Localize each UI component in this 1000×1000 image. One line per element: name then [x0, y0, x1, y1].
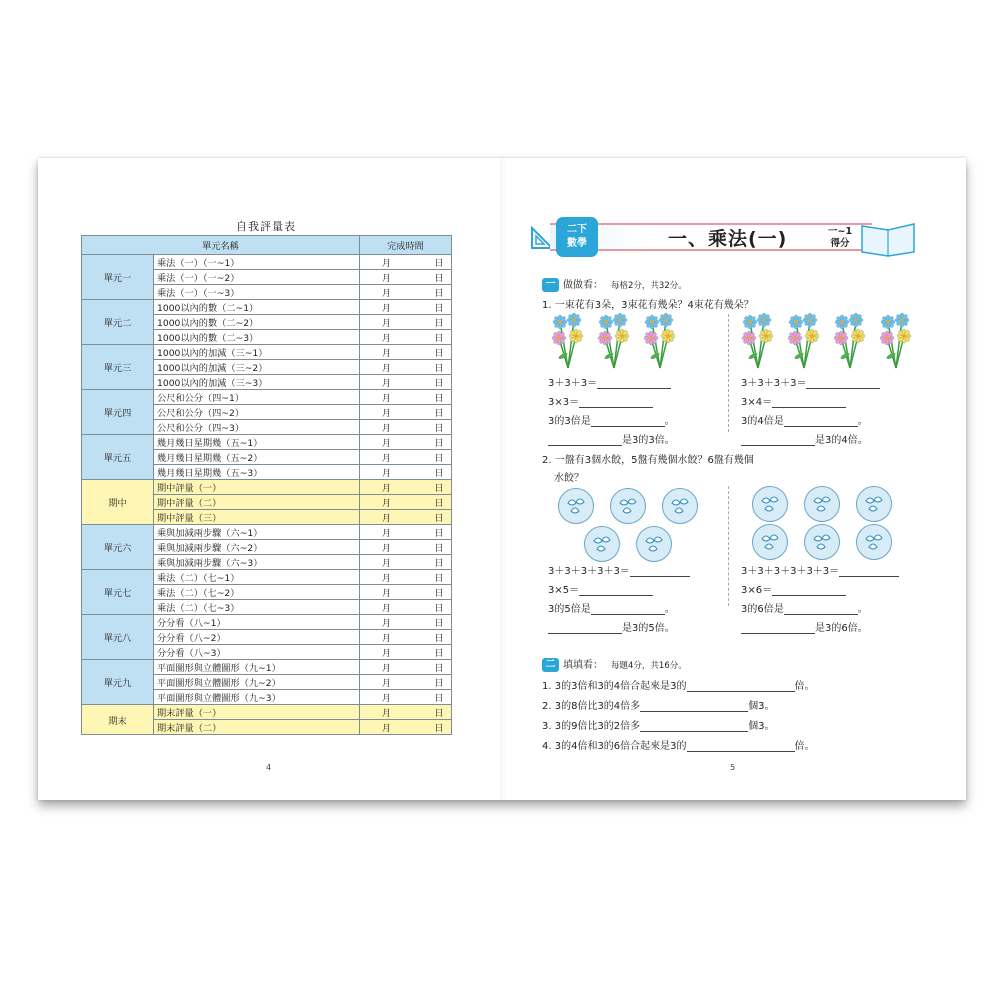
dumpling-plate-icon: [752, 524, 788, 560]
unit-cell: 單元八: [82, 615, 154, 660]
q2-right-eq1: [741, 562, 899, 577]
q2-left-eq3-text: 3的5倍是: [548, 604, 591, 615]
question-2-line1: 2. 一盤有3個水餃，5盤有幾個水餃？6盤有幾個: [542, 455, 754, 466]
section-2-header: [542, 656, 687, 672]
q2-left-eq1-text: 3＋3＋3＋3＋3＝: [548, 566, 630, 577]
q1-right-eq4-text: 是3的4倍。: [815, 435, 868, 446]
day-label: 日: [434, 288, 444, 299]
self-assessment-table: [81, 235, 452, 735]
lesson-cell: 平面圖形與立體圖形（九~3）: [154, 690, 360, 705]
month-label: 月: [381, 258, 392, 269]
unit-cell: 單元六: [82, 525, 154, 570]
lesson-cell: 分分看（八~3）: [154, 645, 360, 660]
completion-time-cell[interactable]: [360, 660, 452, 675]
dumpling-plate-icon: [752, 486, 788, 522]
grade-label: 二下: [567, 224, 587, 235]
table-row: [82, 390, 452, 405]
lesson-cell: 1000以內的加減（三~1）: [154, 345, 360, 360]
month-label: 月: [381, 723, 392, 734]
unit-cell: 單元一: [82, 255, 154, 300]
book-spread: [38, 158, 966, 800]
q1-left-eq1: [548, 374, 671, 389]
lesson-cell: 平面圖形與立體圖形（九~2）: [154, 675, 360, 690]
table-row: [82, 660, 452, 675]
completion-time-cell[interactable]: [360, 300, 452, 315]
day-label: 日: [434, 363, 444, 374]
dumpling-plate-icon: [662, 488, 698, 524]
fill-1-text: 1. 3的3倍和3的4倍合起來是3的: [542, 681, 687, 692]
answer-blank[interactable]: [687, 742, 795, 752]
section-2-note: 每題4分，共16分。: [611, 661, 687, 671]
month-label: 月: [381, 708, 392, 719]
day-label: 日: [434, 393, 444, 404]
q2-right-eq3-end: 。: [857, 604, 868, 615]
table-row: [82, 345, 452, 360]
lesson-cell: 期末評量（一）: [154, 705, 360, 720]
q1-left-eq2: [548, 393, 653, 408]
month-label: 月: [381, 423, 392, 434]
lesson-cell: 分分看（八~1）: [154, 615, 360, 630]
fill-2-end: 個3。: [748, 701, 775, 712]
unit-cell: 單元七: [82, 570, 154, 615]
month-label: 月: [381, 408, 392, 419]
fill-3-text: 3. 3的9倍比3的2倍多: [542, 721, 641, 732]
month-label: 月: [381, 273, 392, 284]
table-row: [82, 705, 452, 720]
lesson-cell: 期末評量（二）: [154, 720, 360, 735]
day-label: 日: [434, 318, 444, 329]
flower-bunch: [644, 313, 675, 368]
month-label: 月: [381, 303, 392, 314]
question-1: 1. 一束花有3朵，3束花有幾朵？4束花有幾朵？: [542, 300, 754, 311]
day-label: 日: [434, 258, 444, 269]
dumpling-plate-icon: [610, 488, 646, 524]
day-label: 日: [434, 558, 444, 569]
day-label: 日: [434, 603, 444, 614]
fill-4-text: 4. 3的4倍和3的6倍合起來是3的: [542, 741, 687, 752]
section-2-title: 填填看：: [563, 660, 603, 671]
score-box: [828, 226, 852, 250]
day-label: 日: [434, 378, 444, 389]
completion-time-cell[interactable]: [360, 555, 452, 570]
day-label: 日: [434, 708, 444, 719]
lesson-cell: 乘法（二）（七~3）: [154, 600, 360, 615]
month-label: 月: [381, 678, 392, 689]
q2-right-eq2: [741, 581, 846, 596]
day-label: 日: [434, 273, 444, 284]
q1-left-eq4-text: 是3的3倍。: [622, 435, 675, 446]
day-label: 日: [434, 513, 444, 524]
q1-right-eq4: [741, 431, 868, 446]
q2-right-eq3: [741, 600, 868, 615]
day-label: 日: [434, 723, 444, 734]
completion-time-cell[interactable]: [360, 705, 452, 720]
lesson-cell: 1000以內的加減（三~3）: [154, 375, 360, 390]
answer-blank[interactable]: [630, 567, 690, 577]
dumpling-plate-icon: [856, 524, 892, 560]
month-label: 月: [381, 558, 392, 569]
lesson-cell: 1000以內的加減（三~2）: [154, 360, 360, 375]
month-label: 月: [381, 363, 392, 374]
fill-3-end: 個3。: [748, 721, 775, 732]
score-code: 一~1: [828, 226, 853, 237]
month-label: 月: [381, 498, 392, 509]
month-label: 月: [381, 588, 392, 599]
completion-time-cell[interactable]: [360, 525, 452, 540]
worksheet-page: [528, 210, 938, 770]
column-divider-1: [728, 314, 729, 432]
month-label: 月: [381, 393, 392, 404]
subject-label: 數學: [567, 238, 587, 249]
month-label: 月: [381, 453, 392, 464]
lesson-cell: 乘與加減兩步驟（六~2）: [154, 540, 360, 555]
lesson-cell: 1000以內的數（二~1）: [154, 300, 360, 315]
section-1-title: 做做看：: [563, 280, 603, 291]
answer-blank[interactable]: [597, 379, 671, 389]
completion-time-cell[interactable]: [360, 720, 452, 735]
open-book-icon: [858, 218, 918, 258]
month-label: 月: [381, 543, 392, 554]
lesson-cell: 1000以內的數（二~2）: [154, 315, 360, 330]
completion-time-cell[interactable]: [360, 330, 452, 345]
flower-bunch: [880, 313, 911, 368]
month-label: 月: [381, 573, 392, 584]
completion-time-cell[interactable]: [360, 255, 452, 270]
fill-question-2: [542, 697, 775, 712]
question-2-line2: 水餃？: [554, 473, 584, 484]
lesson-cell: 期中評量（一）: [154, 480, 360, 495]
flower-bunch: [834, 313, 865, 368]
q2-left-eq2-text: 3×5＝: [548, 585, 580, 596]
completion-time-cell[interactable]: [360, 570, 452, 585]
unit-cell: 期末: [82, 705, 154, 735]
section-1-header: [542, 276, 687, 292]
day-label: 日: [434, 543, 444, 554]
book-gutter: [500, 158, 506, 800]
day-label: 日: [434, 423, 444, 434]
answer-blank[interactable]: [579, 586, 653, 596]
q1-left-eq3-text: 3的3倍是: [548, 416, 591, 427]
day-label: 日: [434, 663, 444, 674]
answer-blank[interactable]: [741, 624, 815, 634]
completion-time-cell[interactable]: [360, 690, 452, 705]
completion-time-cell[interactable]: [360, 315, 452, 330]
day-label: 日: [434, 618, 444, 629]
completion-time-cell[interactable]: [360, 285, 452, 300]
answer-blank[interactable]: [687, 682, 795, 692]
day-label: 日: [434, 498, 444, 509]
answer-blank[interactable]: [806, 379, 880, 389]
q2-right-eq4: [741, 619, 868, 634]
self-assessment-title: 自我評量表: [236, 220, 296, 233]
q1-right-eq3-end: 。: [857, 416, 868, 427]
day-label: 日: [434, 348, 444, 359]
day-label: 日: [434, 648, 444, 659]
q1-left-eq1-text: 3＋3＋3＝: [548, 378, 598, 389]
section-2-number: 二: [542, 658, 559, 672]
completion-time-cell[interactable]: [360, 585, 452, 600]
section-1-note: 每格2分，共32分。: [611, 281, 687, 291]
column-divider-2: [728, 486, 729, 606]
lesson-cell: 乘法（二）（七~1）: [154, 570, 360, 585]
completion-time-cell[interactable]: [360, 465, 452, 480]
unit-cell: 單元二: [82, 300, 154, 345]
q1-right-eq1-text: 3＋3＋3＋3＝: [741, 378, 807, 389]
day-label: 日: [434, 438, 444, 449]
dumpling-plate-icon: [856, 486, 892, 522]
q2-left-eq3: [548, 600, 675, 615]
left-page-number: 4: [266, 763, 272, 772]
day-label: 日: [434, 453, 444, 464]
completion-time-cell[interactable]: [360, 345, 452, 360]
dumpling-plate-icon: [558, 488, 594, 524]
lesson-cell: 分分看（八~2）: [154, 630, 360, 645]
lesson-cell: 公尺和公分（四~2）: [154, 405, 360, 420]
table-row: [82, 525, 452, 540]
answer-blank[interactable]: [741, 436, 815, 446]
q1-right-eq2-text: 3×4＝: [741, 397, 773, 408]
lesson-cell: 平面圖形與立體圖形（九~1）: [154, 660, 360, 675]
day-label: 日: [434, 483, 444, 494]
answer-blank[interactable]: [784, 605, 858, 615]
q2-right-eq2-text: 3×6＝: [741, 585, 773, 596]
q2-left-eq4-text: 是3的5倍。: [622, 623, 675, 634]
completion-time-cell[interactable]: [360, 675, 452, 690]
flower-bunch: [742, 313, 773, 368]
flower-bunch: [598, 313, 629, 368]
table-row: [82, 255, 452, 270]
completion-time-cell[interactable]: [360, 480, 452, 495]
q1-left-eq2-text: 3×3＝: [548, 397, 580, 408]
completion-time-cell[interactable]: [360, 450, 452, 465]
section-1-number: 一: [542, 278, 559, 292]
flower-bunch: [552, 313, 583, 368]
month-label: 月: [381, 468, 392, 479]
day-label: 日: [434, 303, 444, 314]
day-label: 日: [434, 573, 444, 584]
table-row: [82, 480, 452, 495]
answer-blank[interactable]: [548, 436, 622, 446]
answer-blank[interactable]: [772, 398, 846, 408]
month-label: 月: [381, 513, 392, 524]
q2-right-eq3-text: 3的6倍是: [741, 604, 784, 615]
fill-1-end: 倍。: [794, 681, 815, 692]
completion-time-cell[interactable]: [360, 375, 452, 390]
completion-time-cell[interactable]: [360, 270, 452, 285]
unit-cell: 期中: [82, 480, 154, 525]
right-page-number: 5: [730, 763, 736, 772]
table-row: [82, 615, 452, 630]
q2-left-eq4: [548, 619, 675, 634]
lesson-cell: 乘與加減兩步驟（六~1）: [154, 525, 360, 540]
fill-2-text: 2. 3的8倍比3的4倍多: [542, 701, 641, 712]
answer-blank[interactable]: [579, 398, 653, 408]
lesson-title: 一、乘法(一): [668, 228, 788, 250]
day-label: 日: [434, 588, 444, 599]
lesson-cell: 幾月幾日星期幾（五~1）: [154, 435, 360, 450]
lesson-cell: 期中評量（二）: [154, 495, 360, 510]
q1-left-eq3-end: 。: [664, 416, 675, 427]
flower-bunches-3: [550, 312, 700, 370]
score-label: 得分: [830, 238, 850, 249]
month-label: 月: [381, 528, 392, 539]
answer-blank[interactable]: [591, 605, 665, 615]
lesson-cell: 乘法（一）（一~3）: [154, 285, 360, 300]
completion-time-cell[interactable]: [360, 495, 452, 510]
q2-right-eq1-text: 3＋3＋3＋3＋3＋3＝: [741, 566, 840, 577]
day-label: 日: [434, 678, 444, 689]
fill-question-4: [542, 737, 815, 752]
lesson-cell: 乘法（一）（一~1）: [154, 255, 360, 270]
unit-cell: 單元九: [82, 660, 154, 705]
dumpling-plate-icon: [804, 524, 840, 560]
month-label: 月: [381, 438, 392, 449]
month-label: 月: [381, 378, 392, 389]
day-label: 日: [434, 633, 444, 644]
month-label: 月: [381, 663, 392, 674]
completion-time-cell[interactable]: [360, 405, 452, 420]
day-label: 日: [434, 468, 444, 479]
table-row: [82, 570, 452, 585]
month-label: 月: [381, 633, 392, 644]
answer-blank[interactable]: [640, 702, 748, 712]
completion-time-cell[interactable]: [360, 435, 452, 450]
table-row: [82, 300, 452, 315]
header-unit-name: 單元名稱: [82, 236, 360, 255]
flower-bunch: [788, 313, 819, 368]
q2-left-eq3-end: 。: [664, 604, 675, 615]
lesson-cell: 幾月幾日星期幾（五~2）: [154, 450, 360, 465]
lesson-cell: 乘法（二）（七~2）: [154, 585, 360, 600]
fill-4-end: 倍。: [794, 741, 815, 752]
completion-time-cell[interactable]: [360, 600, 452, 615]
dumpling-plate-icon: [584, 526, 620, 562]
month-label: 月: [381, 693, 392, 704]
q1-right-eq1: [741, 374, 880, 389]
completion-time-cell[interactable]: [360, 510, 452, 525]
lesson-cell: 期中評量（三）: [154, 510, 360, 525]
unit-cell: 單元五: [82, 435, 154, 480]
day-label: 日: [434, 528, 444, 539]
completion-time-cell[interactable]: [360, 630, 452, 645]
month-label: 月: [381, 618, 392, 629]
q2-left-eq1: [548, 562, 690, 577]
month-label: 月: [381, 288, 392, 299]
completion-time-cell[interactable]: [360, 390, 452, 405]
fill-question-1: [542, 677, 815, 692]
unit-cell: 單元三: [82, 345, 154, 390]
lesson-cell: 乘法（一）（一~2）: [154, 270, 360, 285]
month-label: 月: [381, 483, 392, 494]
lesson-cell: 幾月幾日星期幾（五~3）: [154, 465, 360, 480]
header-completion-time: 完成時間: [360, 236, 452, 255]
q1-right-eq2: [741, 393, 846, 408]
completion-time-cell[interactable]: [360, 615, 452, 630]
completion-time-cell[interactable]: [360, 420, 452, 435]
answer-blank[interactable]: [548, 624, 622, 634]
completion-time-cell[interactable]: [360, 360, 452, 375]
answer-blank[interactable]: [591, 417, 665, 427]
unit-cell: 單元四: [82, 390, 154, 435]
q1-right-eq3: [741, 412, 868, 427]
dumpling-plate-icon: [636, 526, 672, 562]
answer-blank[interactable]: [640, 722, 748, 732]
month-label: 月: [381, 333, 392, 344]
day-label: 日: [434, 408, 444, 419]
day-label: 日: [434, 693, 444, 704]
day-label: 日: [434, 333, 444, 344]
answer-blank[interactable]: [784, 417, 858, 427]
answer-blank[interactable]: [839, 567, 899, 577]
q2-left-eq2: [548, 581, 653, 596]
grade-subject-badge: [556, 217, 598, 257]
flower-bunches-4: [740, 312, 930, 370]
lesson-cell: 乘與加減兩步驟（六~3）: [154, 555, 360, 570]
q1-right-eq3-text: 3的4倍是: [741, 416, 784, 427]
q1-left-eq4: [548, 431, 675, 446]
table-row: [82, 435, 452, 450]
q2-right-eq4-text: 是3的6倍。: [815, 623, 868, 634]
lesson-cell: 公尺和公分（四~3）: [154, 420, 360, 435]
month-label: 月: [381, 318, 392, 329]
month-label: 月: [381, 648, 392, 659]
lesson-cell: 公尺和公分（四~1）: [154, 390, 360, 405]
lesson-cell: 1000以內的數（二~3）: [154, 330, 360, 345]
answer-blank[interactable]: [772, 586, 846, 596]
dumpling-plate-icon: [804, 486, 840, 522]
completion-time-cell[interactable]: [360, 540, 452, 555]
month-label: 月: [381, 348, 392, 359]
completion-time-cell[interactable]: [360, 645, 452, 660]
month-label: 月: [381, 603, 392, 614]
fill-question-3: [542, 717, 775, 732]
q1-left-eq3: [548, 412, 675, 427]
